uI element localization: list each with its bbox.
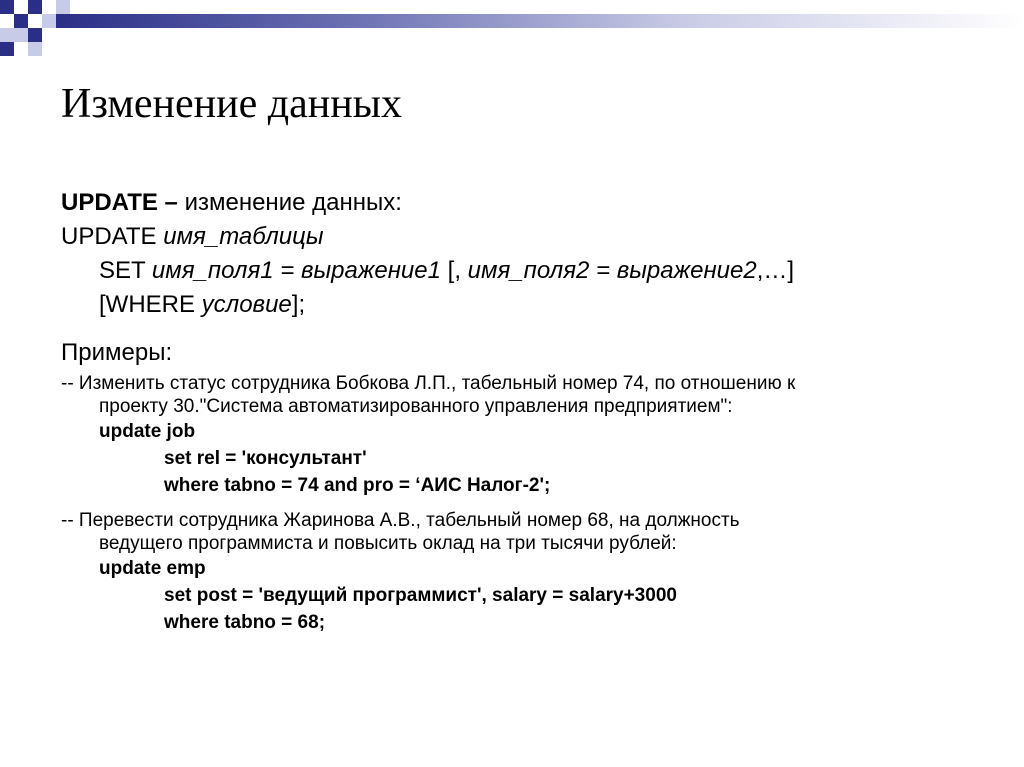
decor-square xyxy=(14,28,28,42)
slide-body xyxy=(61,186,991,636)
code-line: update job xyxy=(99,421,196,442)
code-line: where tabno = 68; xyxy=(164,612,326,633)
syntax-param: имя_поля1 xyxy=(151,257,274,284)
syntax-eq: = xyxy=(589,257,617,284)
comment-line: проекту 30."Система автоматизированного управления предприятием": xyxy=(99,396,733,417)
code-line: set rel = 'консультант' xyxy=(164,448,367,469)
decor-square xyxy=(0,28,14,42)
syntax-line-2 xyxy=(61,220,991,254)
slide-title: Изменение данных xyxy=(61,81,402,127)
syntax-text: ,…] xyxy=(756,257,795,284)
decor-square xyxy=(28,0,42,14)
syntax-param: выражение2 xyxy=(616,257,757,284)
comment-line: -- Перевести сотрудника Жаринова А.В., табельный номер 68, на должность xyxy=(61,510,740,531)
comment-line: ведущего программиста и повысить оклад на три тысячи рублей: xyxy=(99,533,677,554)
examples-heading: Примеры: xyxy=(61,339,173,366)
decor-square xyxy=(28,28,42,42)
syntax-param: условие xyxy=(201,291,292,318)
example-comment xyxy=(61,509,991,555)
syntax-line-4 xyxy=(61,288,991,322)
syntax-line-3 xyxy=(61,254,991,288)
decor-gradient-bar xyxy=(56,14,1024,28)
decor-square xyxy=(0,0,14,14)
decor-square xyxy=(14,14,28,28)
code-line: update emp xyxy=(99,558,206,579)
syntax-keyword: UPDATE – xyxy=(61,189,178,216)
syntax-keyword: [WHERE xyxy=(99,291,202,318)
decor-square xyxy=(56,0,70,14)
decor-square xyxy=(28,42,42,56)
syntax-eq: = xyxy=(273,257,301,284)
syntax-text: ]; xyxy=(291,291,306,318)
syntax-param: выражение1 xyxy=(300,257,441,284)
code-line: set post = 'ведущий программист', salary = salary+3000 xyxy=(164,585,677,606)
syntax-text: изменение данных: xyxy=(177,189,402,216)
decor-square xyxy=(0,42,14,56)
syntax-line-1 xyxy=(61,186,991,220)
decor-square xyxy=(42,14,56,28)
syntax-keyword: UPDATE xyxy=(61,223,164,250)
code-line: where tabno = 74 and pro = ‘АИС Налог-2'; xyxy=(164,475,551,496)
syntax-param: имя_таблицы xyxy=(163,223,324,250)
example-comment xyxy=(61,372,991,418)
syntax-keyword: SET xyxy=(99,257,152,284)
syntax-param: имя_поля2 xyxy=(467,257,590,284)
comment-line: -- Изменить статус сотрудника Бобкова Л.П., табельный номер 74, по отношению к xyxy=(61,373,796,394)
syntax-text: [, xyxy=(440,257,468,284)
